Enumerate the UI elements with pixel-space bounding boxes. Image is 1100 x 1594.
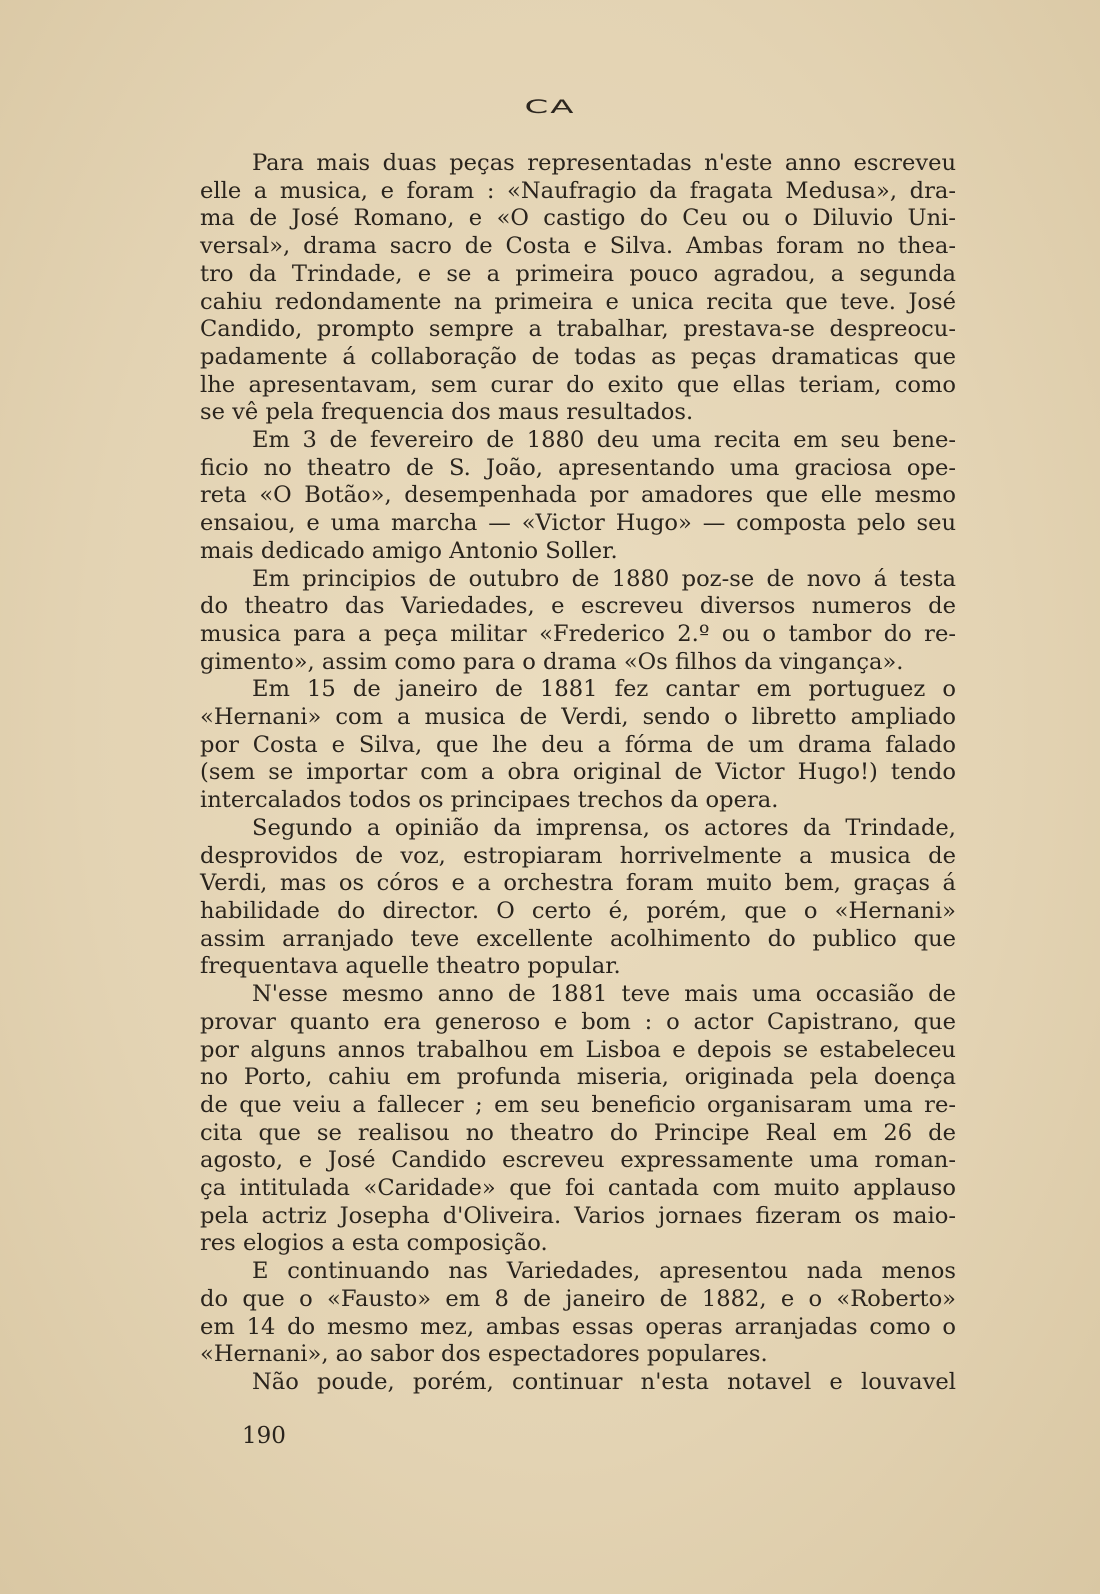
text-line: de que veiu a fallecer ; em seu beneficio organisaram uma re- (200, 1091, 956, 1118)
text-line: versal», drama sacro de Costa e Silva. Ambas foram no thea- (200, 233, 956, 260)
text-line: «Hernani» com a musica de Verdi, sendo o libretto ampliado (200, 704, 956, 731)
text-line: gimento», assim como para o drama «Os filhos da vingança». (200, 648, 904, 675)
text-line: ensaiou, e uma marcha — «Victor Hugo» — composta pelo seu (200, 510, 956, 537)
text-line: «Hernani», ao sabor dos espectadores populares. (200, 1341, 768, 1368)
text-line: intercalados todos os principaes trechos da opera. (200, 787, 779, 814)
text-line: frequentava aquelle theatro popular. (200, 953, 621, 980)
text-line: elle a musica, e foram : «Naufragio da fragata Medusa», dra- (200, 177, 956, 204)
text-line: do theatro das Variedades, e escreveu diversos numeros de (200, 593, 956, 620)
paragraph (200, 1369, 956, 1397)
text-line: Em principios de outubro de 1880 poz-se de novo á testa (252, 565, 956, 592)
text-line: provar quanto era generoso e bom : o actor Capistrano, que (200, 1008, 956, 1035)
text-line: assim arranjado teve excellente acolhimento do publico que (200, 925, 956, 952)
text-line: por alguns annos trabalhou em Lisboa e depois se estabeleceu (200, 1036, 956, 1063)
text-line: Em 3 de fevereiro de 1880 deu uma recita em seu bene- (252, 427, 956, 454)
text-line: pela actriz Josepha d'Oliveira. Varios jornaes fizeram os maio- (200, 1202, 956, 1229)
paragraph (200, 981, 956, 1258)
text-line: em 14 do mesmo mez, ambas essas operas arranjadas como o (200, 1313, 956, 1340)
paragraph (200, 150, 956, 427)
text-line: E continuando nas Variedades, apresentou nada menos (252, 1258, 956, 1285)
text-line: cita que se realisou no theatro do Principe Real em 26 de (200, 1119, 956, 1146)
text-line: reta «O Botão», desempenhada por amadores que elle mesmo (200, 482, 956, 509)
text-line: Verdi, mas os córos e a orchestra foram muito bem, graças á (200, 870, 956, 897)
paragraph (200, 566, 956, 677)
text-line: habilidade do director. O certo é, porém, que o «Hernani» (200, 897, 956, 924)
paragraph (200, 676, 956, 815)
body-text (200, 150, 956, 1397)
text-line: desprovidos de voz, estropiaram horrivelmente a musica de (200, 842, 956, 869)
text-line: ficio no theatro de S. João, apresentando uma graciosa ope- (200, 454, 956, 481)
page-number: 190 (242, 1423, 286, 1449)
text-line: padamente á collaboração de todas as peças dramaticas que (200, 343, 956, 370)
text-line: lhe apresentavam, sem curar do exito que ellas teriam, como (200, 371, 956, 398)
text-line: ma de José Romano, e «O castigo do Ceu ou o Diluvio Uni- (200, 205, 956, 232)
paragraph (200, 1258, 956, 1369)
running-header: CA (524, 96, 576, 118)
text-line: Segundo a opinião da imprensa, os actores da Trindade, (252, 814, 956, 841)
text-line: (sem se importar com a obra original de Victor Hugo!) tendo (200, 759, 956, 786)
text-line: do que o «Fausto» em 8 de janeiro de 1882, e o «Roberto» (200, 1285, 956, 1312)
text-line: no Porto, cahiu em profunda miseria, originada pela doença (200, 1064, 956, 1091)
text-line: res elogios a esta composição. (200, 1230, 548, 1257)
text-line: Para mais duas peças representadas n'este anno escreveu (252, 150, 956, 176)
text-line: mais dedicado amigo Antonio Soller. (200, 537, 618, 564)
text-line: N'esse mesmo anno de 1881 teve mais uma occasião de (252, 981, 956, 1008)
text-line: Em 15 de janeiro de 1881 fez cantar em portuguez o (252, 676, 956, 703)
text-line: musica para a peça militar «Frederico 2.º ou o tambor do re- (200, 620, 956, 647)
text-line: cahiu redondamente na primeira e unica recita que teve. José (200, 288, 956, 315)
text-line: tro da Trindade, e se a primeira pouco agradou, a segunda (200, 260, 956, 287)
text-line: por Costa e Silva, que lhe deu a fórma de um drama falado (200, 731, 956, 758)
text-line: agosto, e José Candido escreveu expressamente uma roman- (200, 1147, 956, 1174)
text-line: ça intitulada «Caridade» que foi cantada com muito applauso (200, 1175, 956, 1202)
text-line: Não poude, porém, continuar n'esta notavel e louvavel (252, 1368, 956, 1395)
paragraph (200, 427, 956, 566)
paragraph (200, 815, 956, 981)
text-line: se vê pela frequencia dos maus resultados. (200, 399, 694, 426)
text-line: Candido, prompto sempre a trabalhar, prestava-se despreocu- (200, 316, 956, 343)
